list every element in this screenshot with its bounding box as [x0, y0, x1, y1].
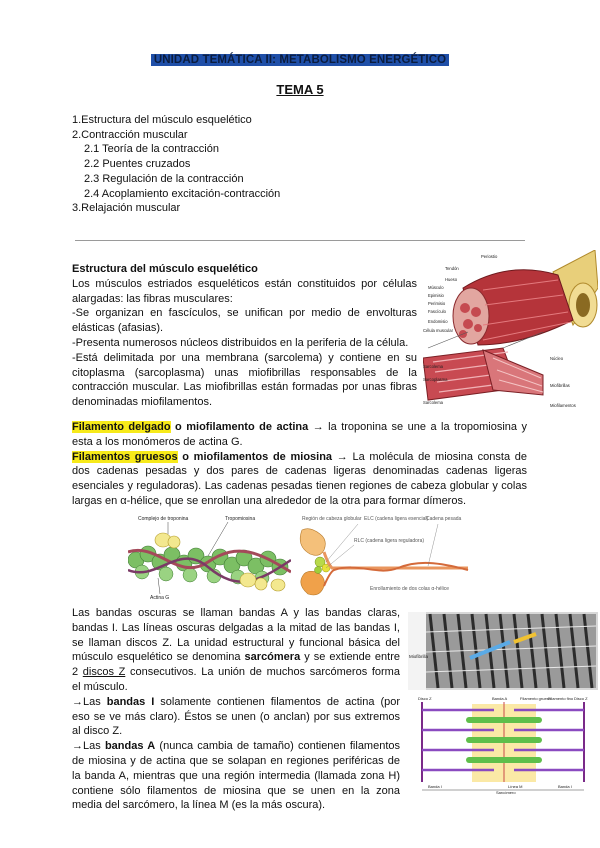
text-line: elásticas (afasias). [72, 322, 164, 335]
label: Filamento grueso [520, 696, 551, 701]
muscle-structure-figure [423, 250, 598, 410]
text-span: →Las [72, 740, 105, 753]
thick-filament-line [72, 450, 527, 465]
toc-item: 2.3 Regulación de la contracción [84, 172, 244, 185]
section-bands [72, 606, 400, 813]
label: Sarcolema [423, 364, 444, 369]
label: Músculo [428, 285, 444, 290]
label: Sarcolema [423, 400, 444, 405]
text-line: de miosina y de actina que se solapan en regiones periféricas de [72, 754, 400, 767]
label: Filamento fino [548, 696, 574, 701]
text-span: → La molécula de miosina consta de [332, 450, 527, 463]
label: Banda I [558, 784, 572, 789]
text-line: -Presenta numerosos núcleos distribuidos en la periferia de la célula. [72, 336, 409, 349]
text-span: consecutivos. La unión de muchos sarcómeros forma [125, 666, 400, 679]
text-line: Las bandas oscuras se llaman bandas A y las bandas claras, [72, 607, 400, 619]
divider [75, 240, 525, 241]
text-line: dos cadenas pesadas y dos pares de cadenas ligeras denominadas cadenas ligeras [72, 465, 527, 478]
text-line: la banda A, mientras que una región intermedia (llamada zona H) [72, 769, 400, 782]
text-line [72, 695, 400, 710]
thin-filament-term: Filamento delgado [72, 421, 171, 433]
label: Banda A [492, 696, 508, 701]
label: Hueso [445, 277, 458, 282]
label: Sarcómero [496, 790, 516, 795]
label: Banda I [428, 784, 442, 789]
text-line: largas en α-hélice, que se enrollan una alrededor de la otra para formar dímeros. [72, 494, 467, 507]
label: Tendón [445, 266, 459, 271]
myosin-heads [300, 529, 330, 595]
label: Disco Z [574, 696, 588, 701]
toc-item: 2.2 Puentes cruzados [84, 158, 191, 171]
unit-title-wrap [0, 50, 600, 68]
term-band-a: bandas A [104, 740, 156, 753]
label: Disco Z [418, 696, 432, 701]
label-miofibrilla: Miofibrilla [409, 654, 429, 659]
myosin-tail [324, 563, 468, 586]
text-line: esta a los monómeros de actina G. [72, 435, 243, 448]
label: Perimisio [428, 301, 446, 306]
label: Periostio [481, 254, 498, 259]
text-line: se llaman discos Z. La unidad estructural y funcional básica del [72, 636, 400, 649]
thick-filament-term: Filamentos gruesos [72, 450, 178, 463]
text-line: -Está delimitada por una membrana (sarcolema) y contiene en su [72, 351, 417, 364]
text-line: bandas I. Las líneas oscuras delgadas a la mitad de las bandas I, [72, 621, 400, 634]
actin-filament-figure [128, 512, 291, 600]
label: Núcleo [550, 356, 564, 361]
text-line: al disco Z. [72, 725, 123, 738]
toc-item: 2.Contracción muscular [72, 128, 188, 141]
text-span: músculo esquelético se denomina [72, 651, 245, 664]
text-line [72, 739, 400, 754]
toc-item: 2.1 Teoría de la contracción [84, 143, 219, 156]
thin-filament-line [72, 420, 527, 435]
text-line: alargadas: las fibras musculares: [72, 292, 233, 305]
label: Línea M [508, 784, 523, 789]
text-line: denominadas miofilamentos. [72, 396, 213, 409]
label-tropomyosin: Tropomiosina [225, 516, 256, 522]
text-span: → la troponina se une a la tropomiosina y [308, 421, 527, 433]
text-span: →Las [72, 695, 107, 708]
label: Epimisio [428, 293, 444, 298]
term-z-discs: discos Z [82, 666, 126, 679]
text-line: media del sarcómero, la línea M (es la más oscura). [72, 799, 326, 812]
text-line: el músculo. [72, 680, 128, 693]
label: Miofilamentos [550, 403, 576, 408]
text-line: contiene sólo filamentos de miosina que se unen en la zona [72, 784, 400, 797]
label: Miofibrillas [550, 383, 570, 388]
label-rlc: RLC (cadena ligera reguladora) [354, 538, 425, 544]
label-heavy: Cadena pesada [426, 516, 462, 522]
label: Fascículo [428, 309, 446, 314]
text-span: 2 [72, 666, 83, 679]
text-line: esenciales y reguladoras). Las cadenas pesadas tienen regiones de cabeza globular y colas [72, 480, 527, 493]
label-tail: Enrollamiento de dos colas α-hélice [370, 586, 450, 592]
unit-title: UNIDAD TEMÁTICA II: METABOLISMO ENERGÉTICO [151, 54, 449, 66]
section-structure [72, 262, 417, 410]
term-band-i: bandas I [106, 695, 155, 708]
text-line: citoplasma (sarcoplasma) unas miofibrillas responsables de la [72, 366, 417, 379]
label: Célula muscular [423, 328, 454, 333]
text-span: (nunca cambia de tamaño) contienen filamentos [155, 740, 401, 753]
text-span: y se extiende entre [300, 651, 400, 664]
topic-title: TEMA 5 [276, 82, 324, 97]
text-line: eso se ve más claro). Éstos se unen (o anclan) por sus extremos [72, 710, 400, 723]
muscle-micrograph [408, 612, 598, 690]
toc-item: 3.Relajación muscular [72, 202, 181, 215]
section-filaments [72, 420, 527, 509]
thick-filament-bold: o miofilamentos de miosina [177, 450, 333, 463]
text-line [72, 650, 400, 665]
label-elc: ELC (cadena ligera esencial) [364, 516, 429, 522]
label-head: Región de cabeza globular [302, 516, 362, 522]
toc-item: 2.4 Acoplamiento excitación-contracción [84, 187, 281, 200]
muscle-bundle-illustration [453, 270, 573, 345]
label-troponin: Complejo de troponina [138, 516, 189, 522]
table-of-contents [72, 113, 280, 216]
myosin-figure [298, 512, 470, 600]
text-line: Los músculos estriados esqueléticos están constituidos por células [72, 277, 417, 290]
section-heading: Estructura del músculo esquelético [72, 263, 258, 275]
label: Endomisio [428, 319, 448, 324]
toc-item: 1.Estructura del músculo esquelético [72, 114, 252, 126]
thin-filament-bold: o miofilamento de actina [170, 421, 309, 433]
text-line: contracción muscular. Las miofibrillas están formadas por unas fibras [72, 381, 417, 394]
sarcomere-diagram [408, 696, 598, 796]
text-line [72, 665, 400, 680]
label: Sarcoplasma [423, 377, 448, 382]
text-span: solamente contienen filamentos de actina (por [154, 695, 400, 708]
term-sarcomere: sarcómera [244, 651, 301, 664]
label-actin: Actina G [150, 595, 170, 600]
text-line: -Se organizan en fascículos, se unifican por medio de envolturas [72, 307, 417, 320]
